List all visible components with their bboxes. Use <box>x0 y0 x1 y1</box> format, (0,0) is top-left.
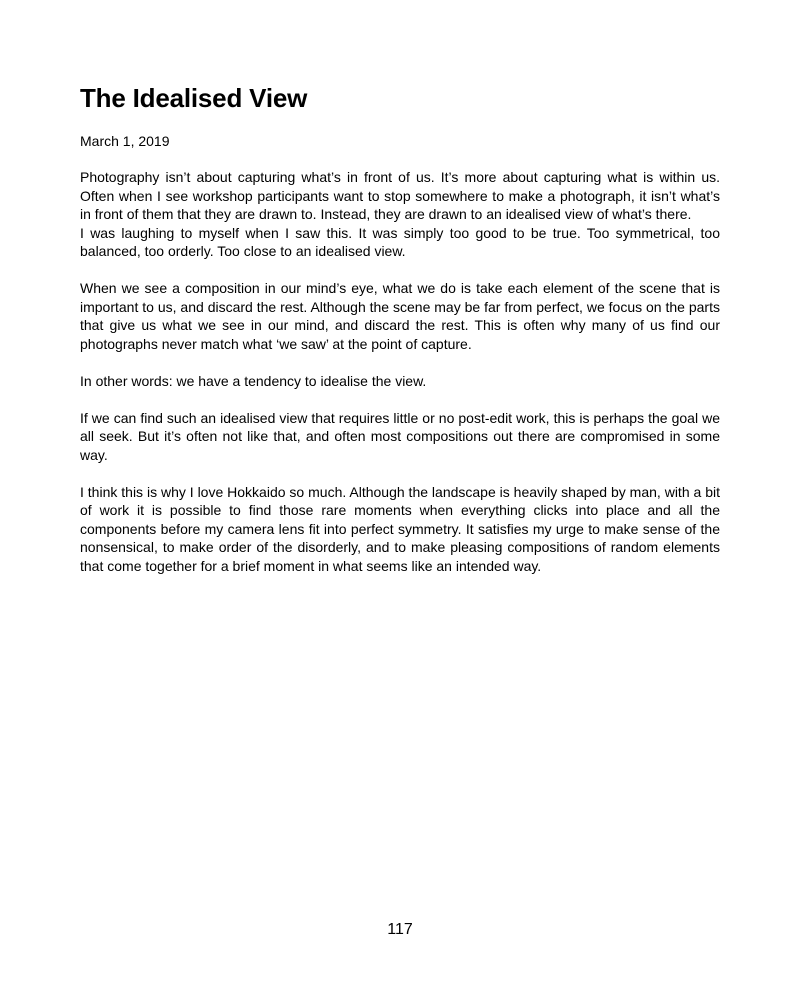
paragraph: I was laughing to myself when I saw this. It was simply too good to be true. Too symmetrical, too balanced, too orderly. Too close to an idealised view. <box>80 224 720 259</box>
paragraph: I think this is why I love Hokkaido so much. Although the landscape is heavily shaped by man, with a bit of work it is possible to find those rare moments when everything clicks into place and all the components before my camera lens fit into perfect symmetry. It satisfies my urge to make sense of the nonsensical, to make order of the disorderly, and to make pleasing compositions of random elements that come together for a brief moment in what seems like an intended way. <box>80 483 720 574</box>
article-title: The Idealised View <box>80 83 308 113</box>
paragraph: In other words: we have a tendency to idealise the view. <box>80 372 427 389</box>
page-number: 117 <box>387 921 413 938</box>
paragraph: Photography isn’t about capturing what’s in front of us. It’s more about capturing what is within us. Often when I see workshop participants want to stop somewhere to make a photograph, it isn’t what’s in front of them that they are drawn to. Instead, they are drawn to an idealised view of what’s there. <box>80 169 720 222</box>
paragraph: If we can find such an idealised view that requires little or no post-edit work, this is perhaps the goal we all seek. But it’s often not like that, and often most compositions out there are compromised in some way. <box>80 409 720 463</box>
article-date: March 1, 2019 <box>80 133 170 149</box>
paragraph: When we see a composition in our mind’s eye, what we do is take each element of the scene that is important to us, and discard the rest. Although the scene may be far from perfect, we focus on the parts that give us what we see in our mind, and discard the rest. This is often why many of us find our photographs never match what ‘we saw’ at the point of capture. <box>80 280 720 352</box>
article-body <box>80 168 720 575</box>
article <box>80 80 720 575</box>
